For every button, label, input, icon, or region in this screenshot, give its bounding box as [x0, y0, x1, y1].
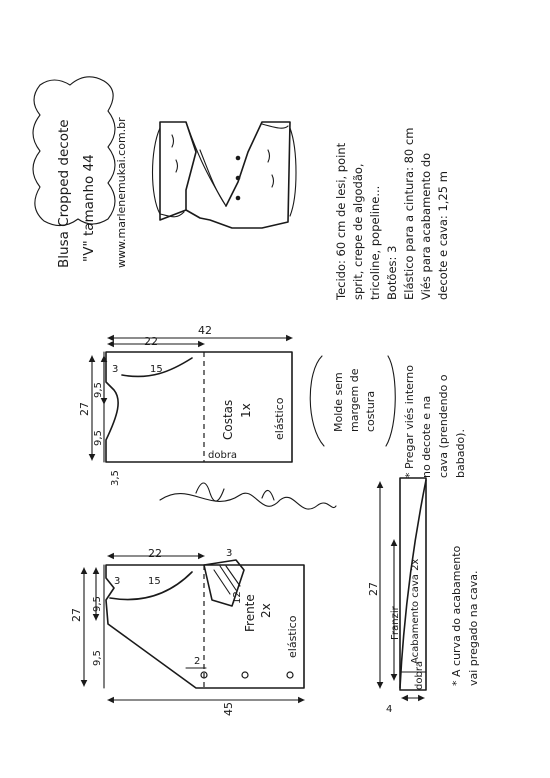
costas-elastico: elástico — [273, 397, 286, 440]
title-block — [33, 77, 128, 268]
acabamento-franzir: Franzir — [390, 606, 401, 640]
note-no-seam-2: margem de — [348, 368, 361, 432]
costas-dim-3: 3 — [112, 364, 119, 375]
materials-line-4: Botões: 3 — [385, 245, 399, 300]
materials-line-2: sprit, crepe de algodão, — [351, 163, 365, 300]
frente-dim-2: 2 — [194, 656, 201, 667]
title-cloud — [33, 77, 115, 226]
acabamento-note-2: vai pregado na cava. — [467, 570, 480, 686]
frente-dim-15: 15 — [148, 576, 161, 587]
acabamento-dim-4: 4 — [386, 704, 393, 715]
frente-dim-12: 12 — [232, 591, 243, 604]
costas-label: Costas — [221, 399, 235, 440]
costas-dim-95a: 9,5 — [93, 430, 104, 446]
signature — [160, 483, 336, 509]
frente-elastico: elástico — [286, 615, 299, 658]
materials-line-7: decote e cava: 1,25 m — [436, 171, 450, 300]
acabamento-dobra: dobra — [414, 660, 425, 690]
frente-dim-27: 27 — [70, 608, 83, 622]
title-line-2: "V" tamanho 44 — [81, 154, 97, 262]
notes-block — [310, 356, 467, 478]
frente-label: Frente — [243, 594, 257, 632]
website-text: www.marlenemukai.com.br — [115, 117, 128, 268]
materials-block — [334, 128, 450, 301]
frente-dim-95b: 9,5 — [92, 596, 103, 612]
acabamento-note-1: * A curva do acabamento — [450, 545, 463, 686]
frente-dim-3a: 3 — [114, 576, 121, 587]
note-no-seam-3: costura — [364, 390, 377, 432]
note-bias-1: * Pregar viés interno — [403, 365, 416, 478]
frente-dim-45: 45 — [222, 702, 235, 716]
materials-line-3: tricoline, popeline... — [368, 185, 382, 300]
note-bias-3: cava (prendendo o — [437, 374, 450, 478]
costas-count: 1x — [239, 403, 253, 418]
acabamento-piece — [367, 478, 480, 715]
costas-dim-27: 27 — [78, 402, 91, 416]
costas-outline — [106, 352, 292, 462]
costas-dim-22: 22 — [144, 335, 158, 348]
frente-outline — [106, 565, 304, 688]
acabamento-label: Acabamento cava 2x — [410, 558, 421, 664]
materials-line-6: Viés para acabamento do — [419, 152, 433, 300]
acabamento-dim-27: 27 — [367, 582, 380, 596]
title-line-1: Blusa Cropped decote — [56, 119, 72, 268]
frente-dim-95a: 9,5 — [92, 650, 103, 666]
frente-dim-3b: 3 — [226, 548, 233, 559]
costas-dim-42: 42 — [198, 324, 212, 337]
frente-piece — [70, 547, 304, 716]
costas-dim-95b: 9,5 — [93, 382, 104, 398]
costas-dobra: dobra — [208, 450, 238, 461]
costas-dim-35: 3,5 — [110, 470, 121, 486]
frente-dim-22: 22 — [148, 547, 162, 560]
note-bias-2: no decote e na — [420, 395, 433, 478]
materials-line-5: Elástico para a cintura: 80 cm — [402, 127, 416, 300]
costas-piece — [78, 324, 292, 486]
costas-dim-15: 15 — [150, 364, 163, 375]
materials-line-1: Tecido: 60 cm de lesi, point — [334, 142, 348, 300]
frente-count: 2x — [259, 603, 273, 618]
note-bias-4: babado). — [454, 429, 467, 478]
note-no-seam-1: Molde sem — [332, 372, 345, 432]
blouse-sketch — [153, 122, 297, 228]
